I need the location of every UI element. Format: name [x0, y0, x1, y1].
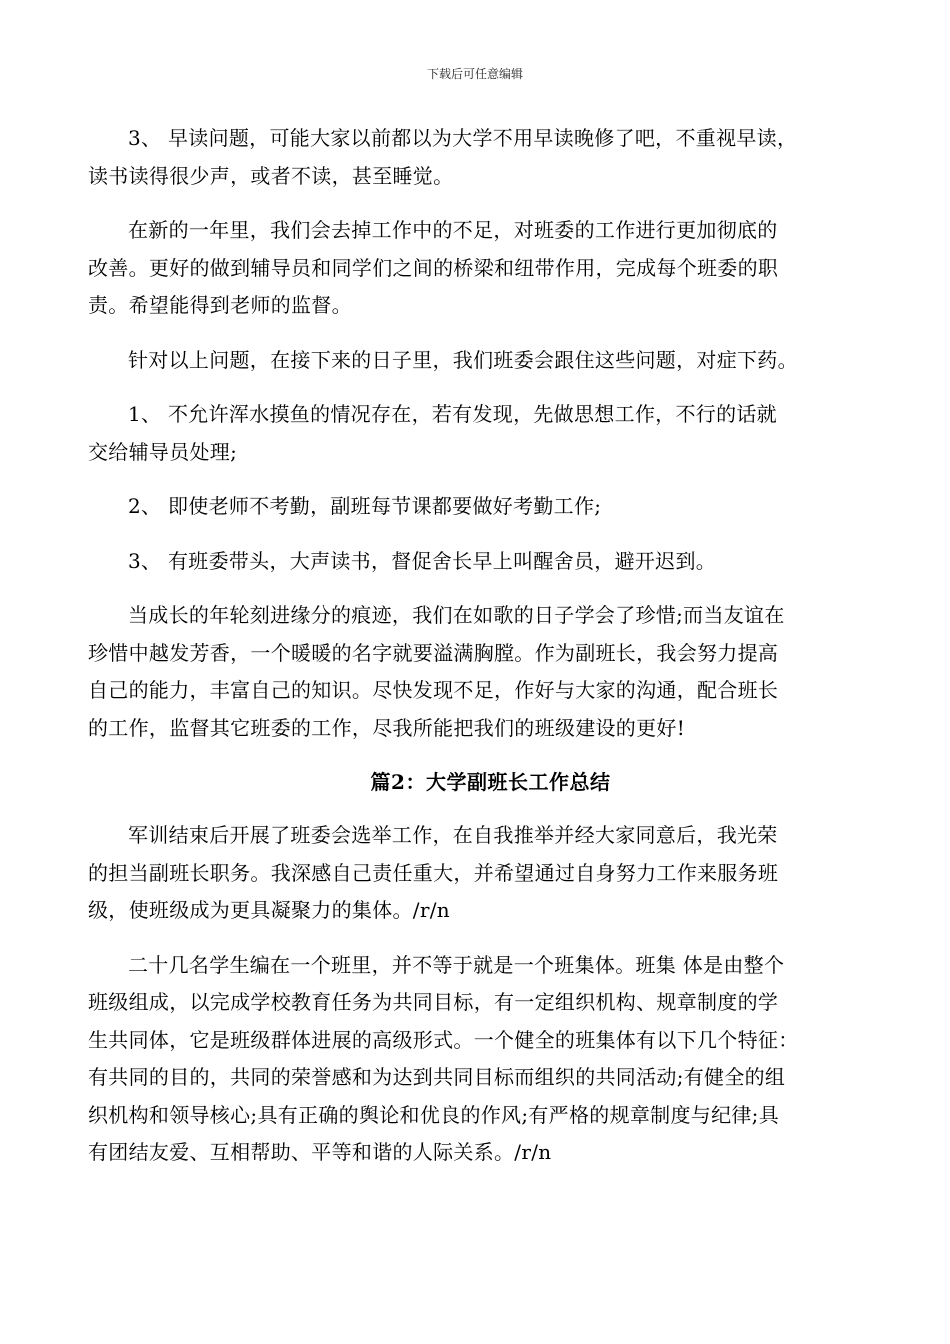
paragraph-line: 有共同的目的，共同的荣誉感和为达到共同目标而组织的共同活动;有健全的组	[88, 1065, 786, 1089]
paragraph-line: 级，使班级成为更具凝聚力的集体。/r/n	[88, 898, 450, 922]
paragraph-line: 针对以上问题，在接下来的日子里，我们班委会跟住这些问题，对症下药。	[128, 347, 798, 372]
page-header-note: 下载后可任意编辑	[426, 67, 523, 81]
paragraph	[88, 488, 863, 526]
paragraph-line: 生共同体，它是班级群体进展的高级形式。一个健全的班集体有以下几个特征：	[88, 1027, 799, 1052]
paragraph-line: 责。希望能得到老师的监督。	[88, 293, 352, 317]
paragraph	[88, 120, 863, 195]
paragraph-line: 织机构和领导核心;具有正确的舆论和优良的作风;有严格的规章制度与纪律;具	[88, 1102, 780, 1127]
paragraph	[88, 543, 863, 581]
paragraph	[88, 396, 863, 471]
paragraph-line: 二十几名学生编在一个班里，并不等于就是一个班集体。班集 体是由整个	[128, 952, 785, 977]
paragraph-line: 1、 不允许浑水摸鱼的情况存在，若有发现，先做思想工作，不行的话就	[128, 402, 777, 426]
paragraph-line: 珍惜中越发芳香，一个暖暖的名字就要溢满胸膛。作为副班长，我会努力提高	[88, 640, 779, 665]
paragraph-line: 的担当副班长职务。我深感自己责任重大，并希望通过自身努力工作来服务班	[88, 860, 779, 885]
paragraph	[88, 212, 863, 325]
paragraph-line: 当成长的年轮刻进缘分的痕迹，我们在如歌的日子学会了珍惜;而当友谊在	[128, 603, 785, 627]
section-title: 篇2：大学副班长工作总结	[370, 770, 611, 794]
paragraph-line: 3、 早读问题，可能大家以前都以为大学不用早读晚修了吧，不重视早读，	[128, 126, 798, 150]
paragraph-line: 在新的一年里，我们会去掉工作中的不足，对班委的工作进行更加彻底的	[128, 218, 778, 242]
paragraph-line: 自己的能力，丰富自己的知识。尽快发现不足，作好与大家的沟通，配合班长	[88, 678, 779, 702]
paragraph-line: 的工作，监督其它班委的工作，尽我所能把我们的班级建设的更好!	[88, 715, 686, 740]
paragraph	[88, 342, 863, 380]
document-body	[88, 120, 863, 1189]
paragraph-line: 读书读得很少声，或者不读，甚至睡觉。	[88, 163, 454, 188]
paragraph	[88, 597, 863, 747]
paragraph-line: 3、 有班委带头，大声读书，督促舍长早上叫醒舍员，避开迟到。	[128, 548, 717, 573]
paragraph-line: 班级组成，以完成学校教育任务为共同目标，有一定组织机构、规章制度的学	[88, 990, 779, 1014]
paragraph-line: 交给辅导员处理;	[88, 439, 238, 464]
paragraph-line: 军训结束后开展了班委会选举工作，在自我推举并经大家同意后，我光荣	[128, 823, 778, 847]
paragraph-line: 2、 即使老师不考勤，副班每节课都要做好考勤工作;	[128, 494, 602, 518]
section-b	[88, 817, 863, 1172]
section-a	[88, 120, 863, 747]
paragraph-line: 有团结友爱、互相帮助、平等和谐的人际关系。/r/n	[88, 1140, 552, 1164]
paragraph	[88, 947, 863, 1172]
paragraph	[88, 817, 863, 930]
paragraph-line: 改善。更好的做到辅导员和同学们之间的桥梁和纽带作用，完成每个班委的职	[88, 255, 779, 280]
